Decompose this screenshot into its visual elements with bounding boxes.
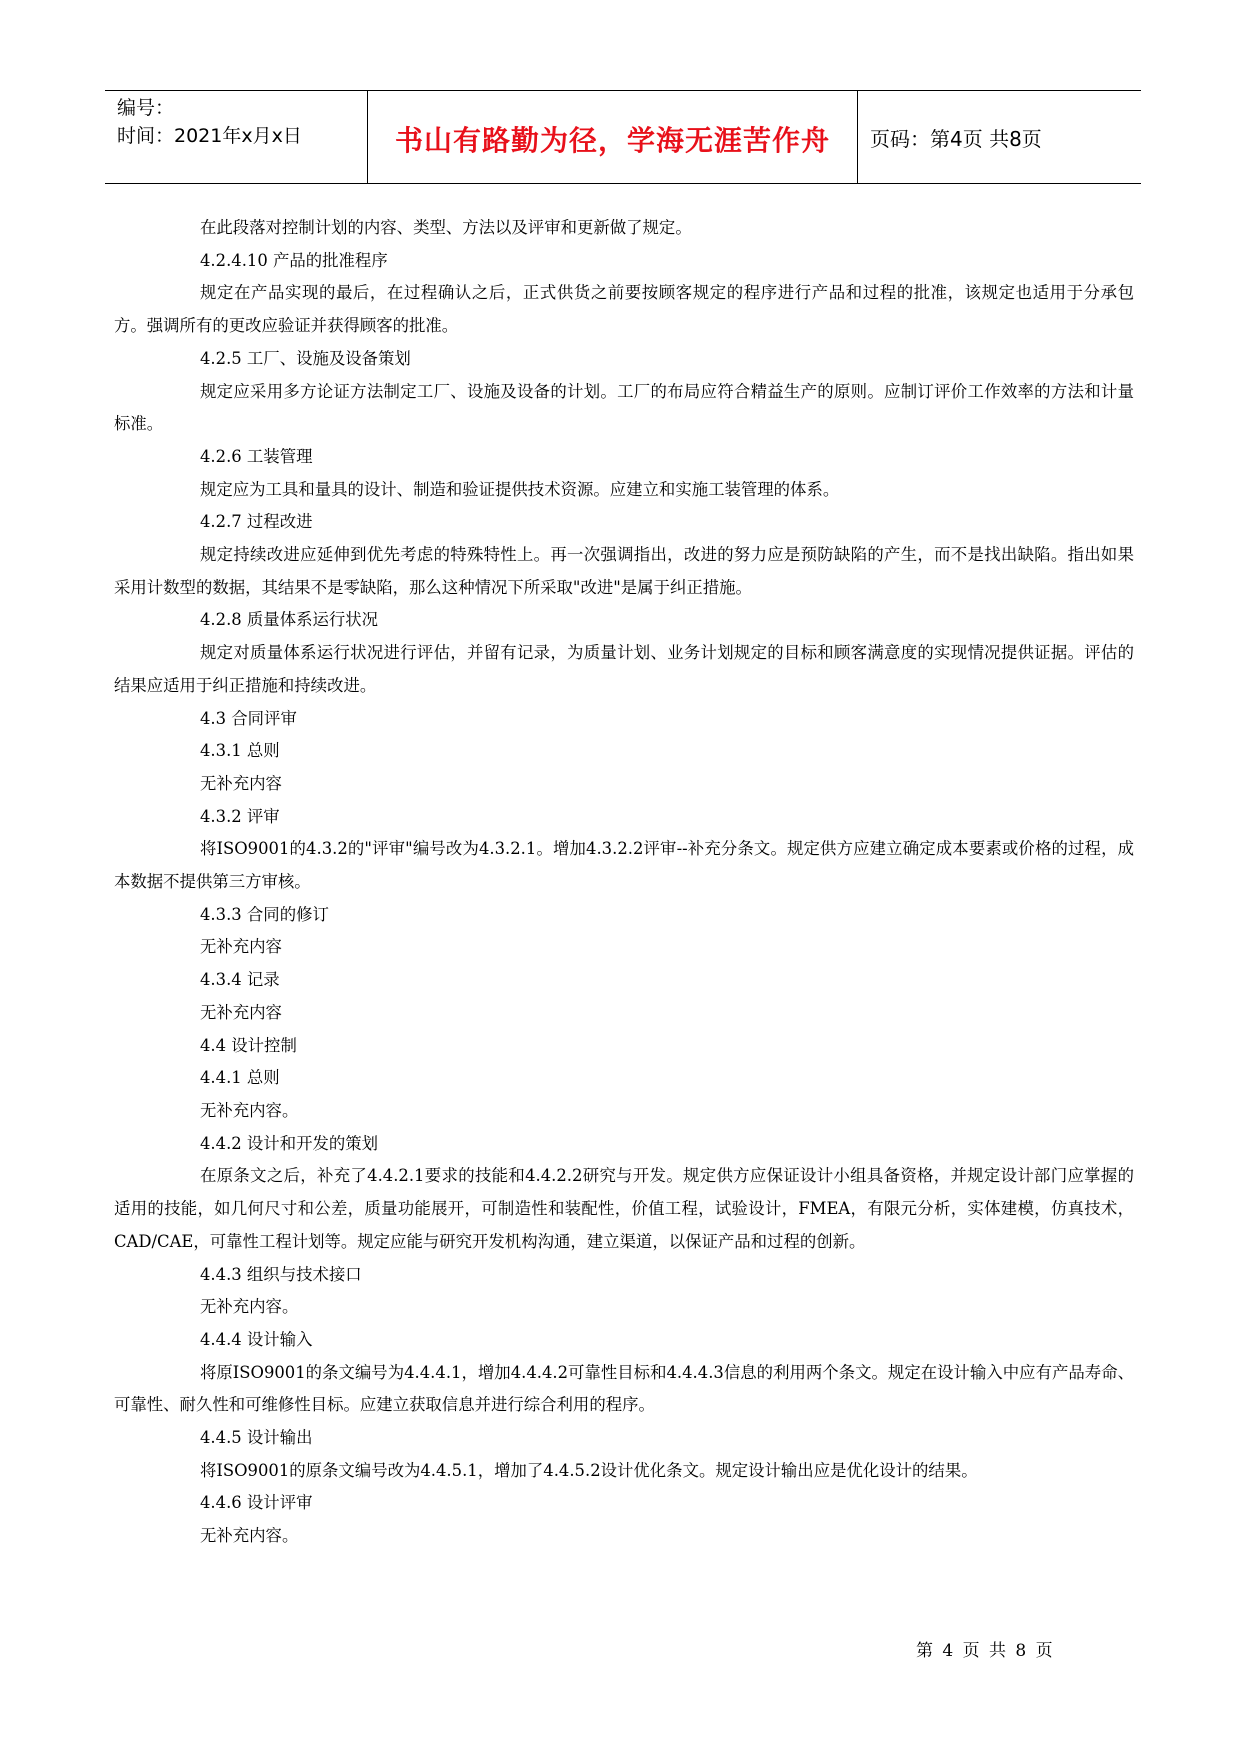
document-body [114, 212, 1134, 1553]
header-motto: 书山有路勤为径，学海无涯苦作舟 [394, 124, 830, 157]
paragraph: 规定持续改进应延伸到优先考虑的特殊特性上。再一次强调指出，改进的努力应是预防缺陷的产生，而不是找出缺陷。指出如果采用计数型的数据，其结果不是零缺陷，那么这种情况下所采取"改进"是属于纠正措施。 [114, 545, 1134, 597]
section-heading: 4.4.6 设计评审 [200, 1493, 313, 1513]
page-footer: 第 4 页 共 8 页 [916, 1641, 1053, 1661]
section-heading: 4.3.4 记录 [200, 970, 280, 990]
section-heading: 4.4.4 设计输入 [200, 1329, 313, 1349]
paragraph: 在原条文之后，补充了4.4.2.1要求的技能和4.4.2.2研究与开发。规定供方应保证设计小组具备资格，并规定设计部门应掌握的适用的技能，如几何尺寸和公差，质量功能展开，可制造性和装配性，价值工程，试验设计，FMEA，有限元分析，实体建模，仿真技术，CAD/CAE，可靠性工程计划等。规定应能与研究开发机构沟通，建立渠道，以保证产品和过程的创新。 [114, 1166, 1134, 1251]
section-heading: 4.4 设计控制 [200, 1035, 297, 1055]
section-heading: 4.3.1 总则 [200, 741, 280, 761]
paragraph: 将ISO9001的4.3.2的"评审"编号改为4.3.2.1。增加4.3.2.2评审--补充分条文。规定供方应建立确定成本要素或价格的过程，成本数据不提供第三方审核。 [114, 839, 1134, 892]
section-heading: 4.2.8 质量体系运行状况 [200, 610, 379, 630]
paragraph: 在此段落对控制计划的内容、类型、方法以及评审和更新做了规定。 [200, 218, 692, 237]
header-page-cell [858, 91, 1141, 183]
paragraph: 规定在产品实现的最后，在过程确认之后，正式供货之前要按顾客规定的程序进行产品和过程的批准，该规定也适用于分承包方。强调所有的更改应验证并获得顾客的批准。 [114, 283, 1134, 336]
page-header [105, 90, 1141, 184]
document-time-label: 时间：2021年x月x日 [117, 125, 302, 147]
paragraph: 将ISO9001的原条文编号改为4.4.5.1，增加了4.4.5.2设计优化条文。规定设计输出应是优化设计的结果。 [200, 1460, 978, 1480]
header-motto-cell [368, 91, 858, 183]
paragraph: 规定对质量体系运行状况进行评估，并留有记录，为质量计划、业务计划规定的目标和顾客满意度的实现情况提供证据。评估的结果应适用于纠正措施和持续改进。 [114, 643, 1134, 695]
paragraph: 无补充内容 [200, 1002, 282, 1022]
section-heading: 4.2.5 工厂、设施及设备策划 [200, 348, 411, 368]
paragraph: 无补充内容。 [200, 1526, 299, 1546]
paragraph: 无补充内容 [200, 773, 282, 793]
paragraph: 无补充内容 [200, 937, 282, 957]
section-heading: 4.4.5 设计输出 [200, 1428, 313, 1448]
header-info-cell [105, 91, 368, 183]
document-number-label: 编号： [117, 97, 175, 119]
section-heading: 4.4.2 设计和开发的策划 [200, 1133, 379, 1153]
section-heading: 4.3.3 合同的修订 [200, 904, 329, 924]
section-heading: 4.2.6 工装管理 [200, 446, 313, 466]
section-heading: 4.4.3 组织与技术接口 [200, 1264, 362, 1284]
section-heading: 4.4.1 总则 [200, 1068, 280, 1088]
paragraph: 规定应为工具和量具的设计、制造和验证提供技术资源。应建立和实施工装管理的体系。 [200, 479, 840, 499]
section-heading: 4.2.7 过程改进 [200, 512, 313, 532]
section-heading: 4.3 合同评审 [200, 708, 297, 728]
paragraph: 无补充内容。 [200, 1100, 299, 1120]
section-heading: 4.2.4.10 产品的批准程序 [200, 250, 388, 270]
paragraph: 规定应采用多方论证方法制定工厂、设施及设备的计划。工厂的布局应符合精益生产的原则。应制订评价工作效率的方法和计量标准。 [114, 381, 1134, 434]
section-heading: 4.3.2 评审 [200, 806, 280, 826]
paragraph: 将原ISO9001的条文编号为4.4.4.1，增加4.4.4.2可靠性目标和4.4.4.3信息的利用两个条文。规定在设计输入中应有产品寿命、可靠性、耐久性和可维修性目标。应建立获取信息并进行综合利用的程序。 [114, 1362, 1134, 1415]
header-page-info: 页码：第4页 共8页 [870, 127, 1042, 151]
paragraph: 无补充内容。 [200, 1297, 299, 1317]
